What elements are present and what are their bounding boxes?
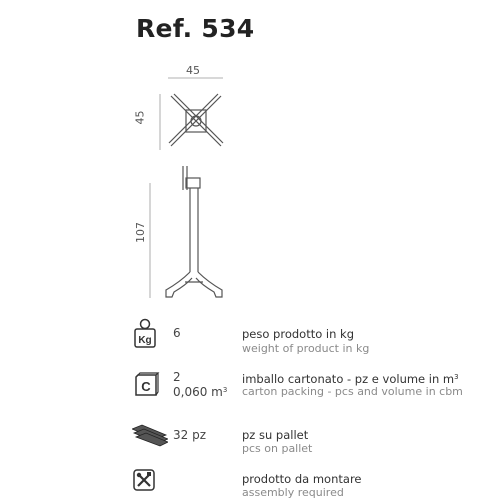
carton-label-it: imballo cartonato - pz e volume in $m^3$ — [242, 372, 459, 386]
assembly-label-en: assembly required — [242, 486, 344, 499]
carton-label-en: carton packing - pcs and volume in cbm — [242, 385, 463, 398]
height-label: 107 — [134, 222, 147, 243]
pallet-label-en: pcs on pallet — [242, 442, 313, 455]
top-width-label: 45 — [186, 64, 200, 77]
assembly-tools-icon — [132, 468, 156, 492]
page-title: Ref. 534 — [136, 14, 255, 43]
pallet-value: 32 pz — [173, 428, 206, 442]
pallet-label-it: pz su pallet — [242, 428, 309, 442]
assembly-label-it: prodotto da montare — [242, 472, 362, 486]
weight-label-en: weight of product in kg — [242, 342, 370, 355]
weight-icon-label: Kg — [138, 335, 152, 346]
side-view-base — [166, 166, 222, 297]
carton-volume-value: 0,060 $m^3$ — [173, 385, 228, 399]
carton-box-icon — [132, 370, 160, 400]
carton-pieces-value: 2 — [173, 370, 181, 384]
top-view-base — [169, 94, 223, 146]
carton-icon-label: C — [141, 379, 151, 394]
weight-value: 6 — [173, 326, 181, 340]
pallet-stack-icon — [132, 423, 168, 447]
top-depth-label: 45 — [133, 110, 147, 125]
weight-kg-icon — [132, 318, 158, 350]
weight-label-it: peso prodotto in kg — [242, 327, 355, 341]
